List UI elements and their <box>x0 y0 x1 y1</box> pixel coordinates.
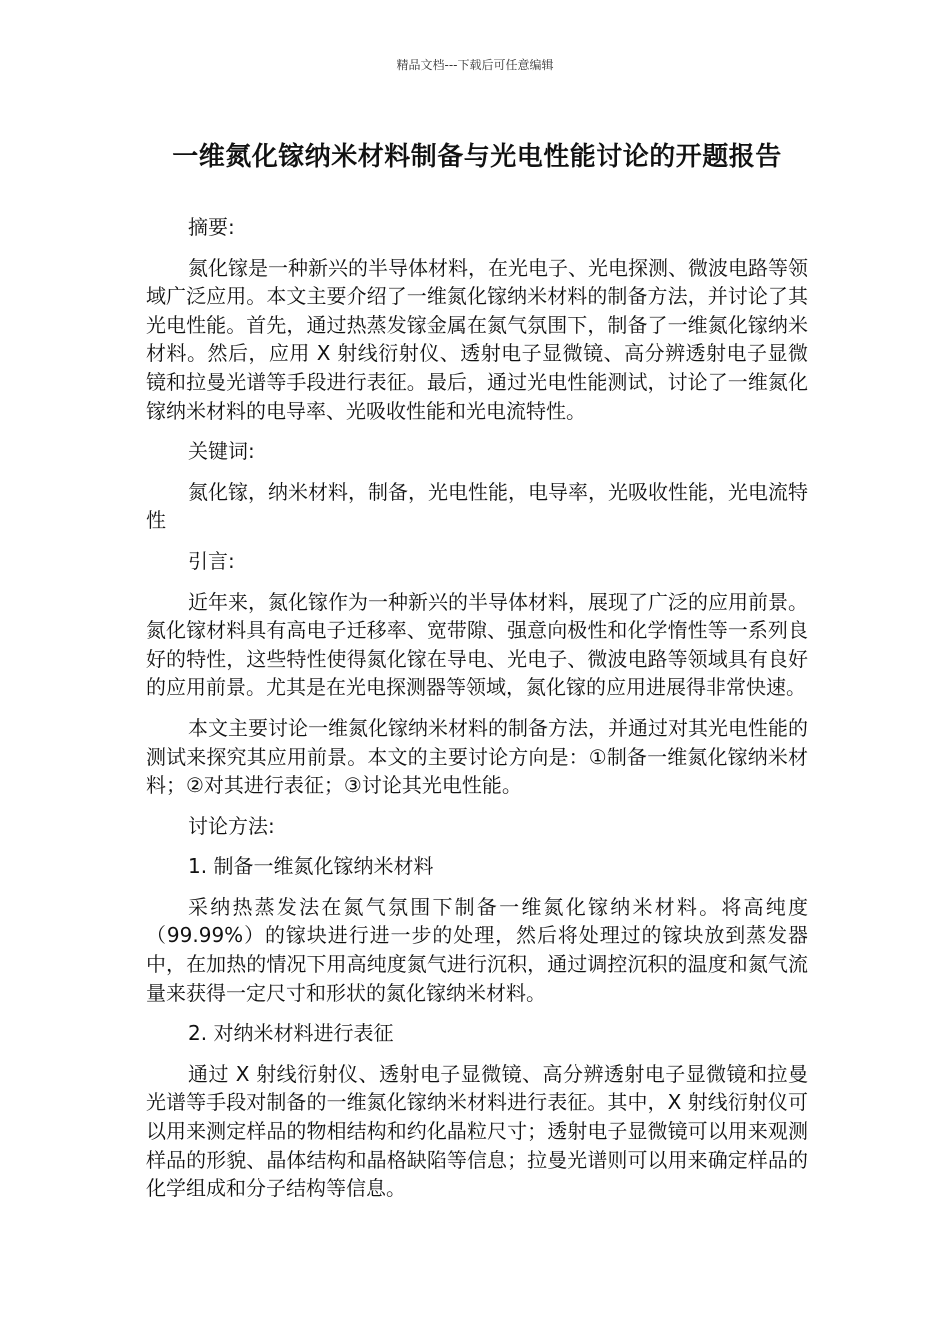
body-paragraph: 通过 X 射线衍射仪、透射电子显微镜、高分辨透射电子显微镜和拉曼光谱等手段对制备的一维氮化镓纳米材料进行表征。其中，X 射线衍射仪可以用来测定样品的物相结构和约化晶粒尺寸；透射电子显微镜可以用来观测样品的形貌、晶体结构和晶格缺陷等信息；拉曼光谱则可以用来确定样品的化学组成和分子结构等信息。 <box>146 1061 808 1201</box>
page-header-note: 精品文档---下载后可任意编辑 <box>396 58 554 72</box>
keywords-paragraph: 氮化镓，纳米材料，制备，光电性能，电导率，光吸收性能，光电流特性 <box>146 479 808 533</box>
keywords-heading: 关键词: <box>188 439 255 464</box>
methods-heading: 讨论方法: <box>188 813 275 838</box>
introduction-paragraph: 近年来，氮化镓作为一种新兴的半导体材料，展现了广泛的应用前景。氮化镓材料具有高电子迁移率、宽带隙、强意向极性和化学惰性等一系列良好的特性，这些特性使得氮化镓在导电、光电子、微波电路等领域具有良好的应用前景。尤其是在光电探测器等领域，氮化镓的应用进展得非常快速。 <box>146 589 808 700</box>
abstract-heading: 摘要: <box>188 215 235 239</box>
body-paragraph: 采纳热蒸发法在氮气氛围下制备一维氮化镓纳米材料。将高纯度（99.99%）的镓块进行进一步的处理，然后将处理过的镓块放到蒸发器中，在加热的情况下用高纯度氮气进行沉积，通过调控沉积的温度和氮气流量来获得一定尺寸和形状的氮化镓纳米材料。 <box>146 894 808 1005</box>
document-body <box>146 135 808 1215</box>
abstract-paragraph: 氮化镓是一种新兴的半导体材料，在光电子、光电探测、微波电路等领域广泛应用。本文主要介绍了一维氮化镓纳米材料的制备方法，并讨论了其光电性能。首先，通过热蒸发镓金属在氮气氛围下，制备了一维氮化镓纳米材料。然后，应用 X 射线衍射仪、透射电子显微镜、高分辨透射电子显微镜和拉曼光谱等手段进行表征。最后，通过光电性能测试，讨论了一维氮化镓纳米材料的电导率、光吸收性能和光电流特性。 <box>146 255 808 423</box>
introduction-heading: 引言: <box>188 548 235 573</box>
document-title: 一维氮化镓纳米材料制备与光电性能讨论的开题报告 <box>172 142 782 172</box>
introduction-paragraph: 本文主要讨论一维氮化镓纳米材料的制备方法，并通过对其光电性能的测试来探究其应用前景。本文的主要讨论方向是：①制备一维氮化镓纳米材料；②对其进行表征；③讨论其光电性能。 <box>146 715 808 798</box>
section-heading: 2. 对纳米材料进行表征 <box>188 1021 394 1046</box>
section-heading: 1. 制备一维氮化镓纳米材料 <box>188 854 434 879</box>
